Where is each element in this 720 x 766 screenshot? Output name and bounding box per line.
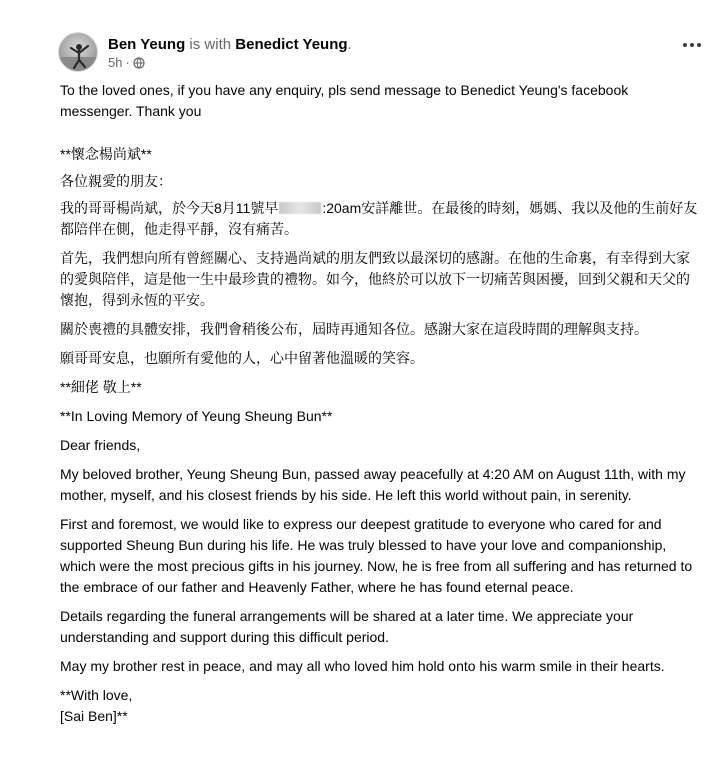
post-timestamp[interactable]: 5h bbox=[108, 55, 123, 70]
intro-text: To the loved ones, if you have any enquiry, pls send message to Benedict Yeung's facebook messenger. Thank you bbox=[60, 82, 629, 119]
globe-icon[interactable] bbox=[133, 57, 145, 73]
more-dot bbox=[697, 43, 701, 47]
en-paragraph-2: First and foremost, we would like to express our deepest gratitude to everyone who cared for and supported Sheung Bun during his life. He was truly blessed to have your love and companionship, which were the most precious gifts in his journey. Now, he is free from all suffering and has returned to the embrace of our father and Heavenly Father, where he has found eternal peace. bbox=[60, 516, 693, 595]
zh-greeting: 各位親愛的朋友： bbox=[60, 173, 172, 189]
en-title: **In Loving Memory of Yeung Sheung Bun** bbox=[60, 408, 333, 424]
more-dot bbox=[683, 43, 687, 47]
author-avatar[interactable] bbox=[58, 32, 98, 72]
person-silhouette-icon bbox=[59, 33, 98, 72]
zh-signature: **細佬 敬上** bbox=[60, 379, 142, 395]
en-greeting: Dear friends, bbox=[60, 437, 141, 453]
post-header bbox=[58, 30, 718, 74]
more-dot bbox=[690, 43, 694, 47]
with-text: is with bbox=[189, 36, 232, 53]
zh-p1-part-b: :20am安詳離世。在最後的時刻，媽媽、我以及他的生前好友都陪伴在側，他走得平靜，沒有痛苦。 bbox=[60, 200, 698, 237]
zh-paragraph-3: 關於喪禮的具體安排，我們會稍後公布，屆時再通知各位。感謝大家在這段時間的理解與支持。 bbox=[60, 321, 648, 337]
post-body bbox=[60, 80, 700, 727]
en-paragraph-4: May my brother rest in peace, and may all who loved him hold onto his warm smile in their hearts. bbox=[60, 658, 665, 674]
zh-title: **懷念楊尚斌** bbox=[60, 146, 152, 162]
zh-paragraph-1 bbox=[60, 198, 700, 240]
post-meta bbox=[108, 55, 145, 73]
zh-paragraph-2: 首先，我們想向所有曾經關心、支持過尚斌的朋友們致以最深切的感謝。在他的生命裏，有幸得到大家的愛與陪伴，這是他一生中最珍貴的禮物。如今，他終於可以放下一切痛苦與困擾，回到父親和天父的懷抱，得到永恆的平安。 bbox=[60, 250, 690, 308]
en-paragraph-3: Details regarding the funeral arrangements will be shared at a later time. We appreciate your understanding and support during this difficult period. bbox=[60, 608, 634, 645]
zh-paragraph-4: 願哥哥安息，也願所有愛他的人，心中留著他溫暖的笑容。 bbox=[60, 350, 424, 366]
en-paragraph-1: My beloved brother, Yeung Sheung Bun, passed away peacefully at 4:20 AM on August 11th, with my mother, myself, and his closest friends by his side. He left this world without pain, in serenity. bbox=[60, 466, 686, 503]
author-line bbox=[108, 36, 352, 54]
en-signature-line-1: **With love, bbox=[60, 687, 133, 703]
zh-p1-part-a: 我的哥哥楊尚斌，於今天8月11號早 bbox=[60, 200, 279, 216]
tagged-name[interactable]: Benedict Yeung bbox=[235, 36, 348, 53]
meta-separator: · bbox=[125, 55, 130, 70]
author-name[interactable]: Ben Yeung bbox=[108, 36, 186, 53]
en-signature-line-2: [Sai Ben]** bbox=[60, 708, 128, 724]
tagged-suffix: . bbox=[347, 36, 352, 53]
redacted-text bbox=[279, 202, 321, 214]
more-options-icon[interactable] bbox=[680, 38, 704, 52]
